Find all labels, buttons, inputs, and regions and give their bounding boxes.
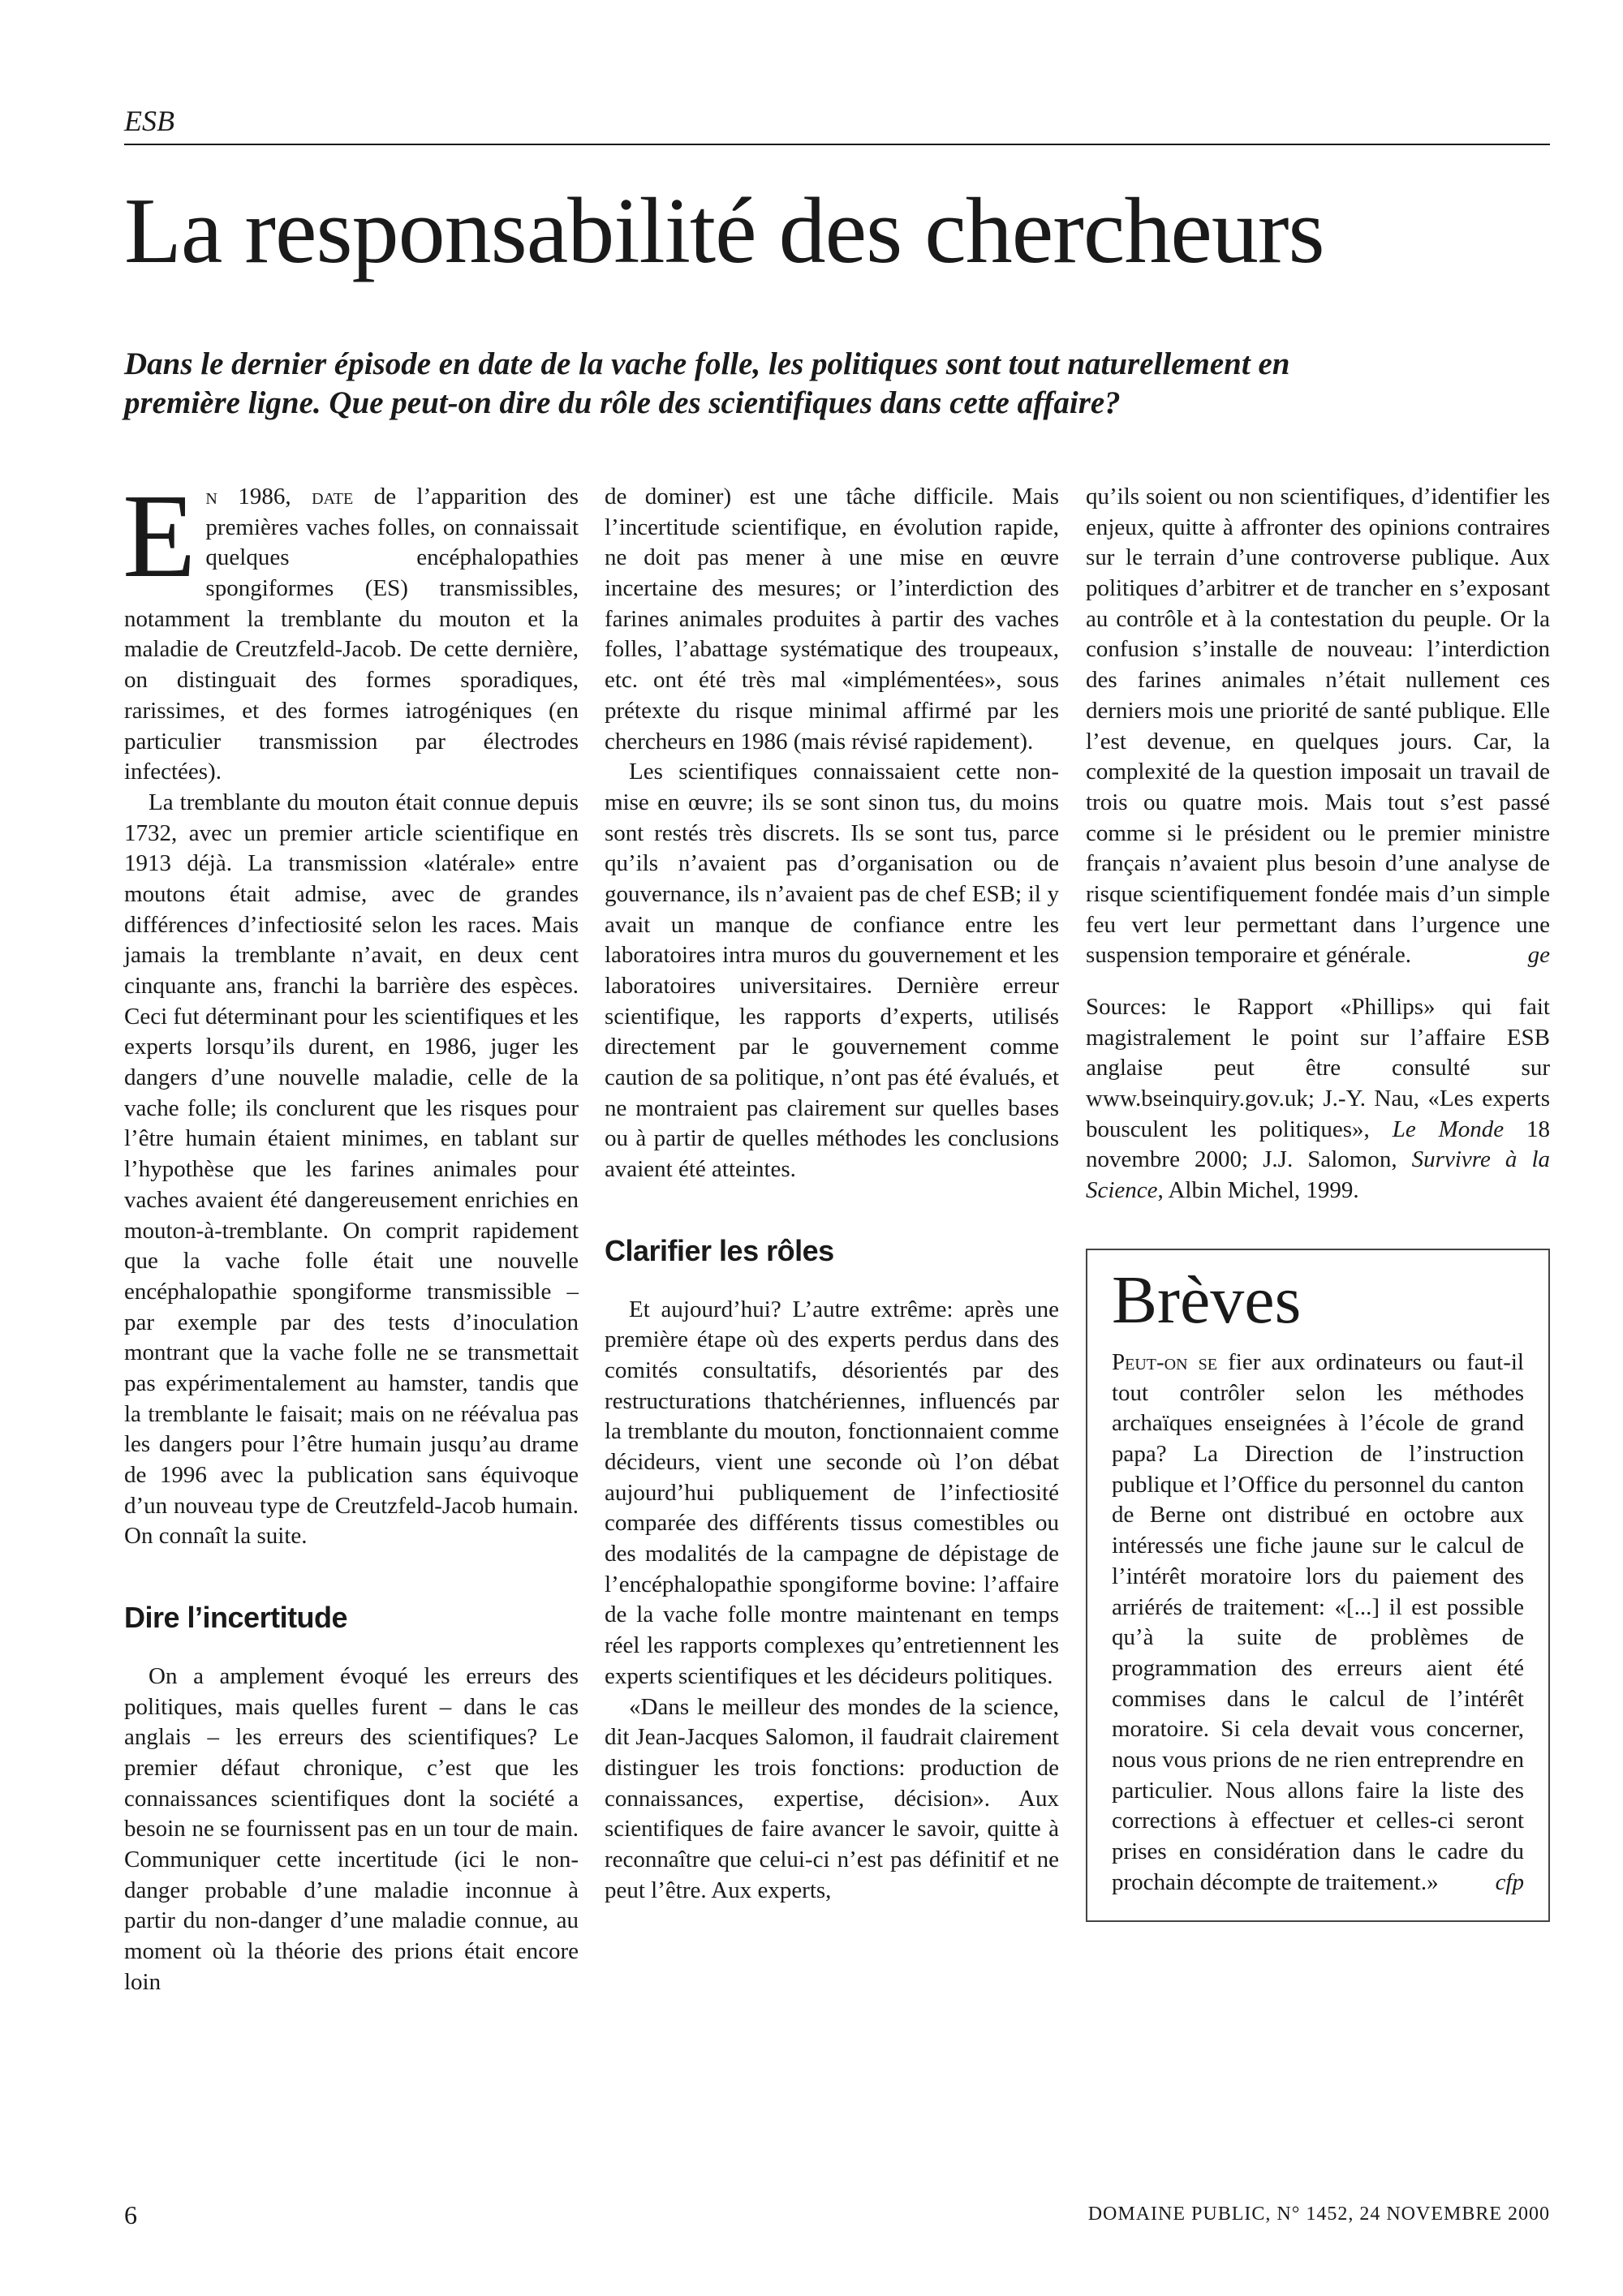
sources-survivre: Survivre à la Science bbox=[1086, 1146, 1551, 1204]
paragraph-continuation: de dominer) est une tâche difficile. Mais l’incertitude scientifique, en évolution rapide, ne doit pas mener à une mise en œuvre incertaine des mesures; or l’interdiction des farines animales produites à partir des vaches folles, l’abattage systématique des troupeaux, etc. ont été très mal «implémentées», sous prétexte du risque minimal affirmé par les chercheurs en 1986 (mais révisé rapidement). bbox=[605, 484, 1059, 755]
sources-text-2: 18 novembre 2000; J.J. Salomon, bbox=[1086, 1116, 1551, 1173]
column-3 bbox=[1086, 482, 1550, 1922]
sources-text-3: , Albin Michel, 1999. bbox=[1157, 1177, 1359, 1204]
subheading-clarifier-roles: Clarifier les rôles bbox=[605, 1233, 834, 1267]
breves-text bbox=[1112, 1348, 1524, 1898]
intro-text: de l’apparition des premières vaches folles, on connaissait quelques encéphalopathies spongiformes (ES) transmissibles, notamment la tremblante du mouton et la maladie de Creutzfeld-Jacob. De cette dernière, on distinguait des formes sporadiques, rarissimes, et des formes iatrogéniques (en particulier transmission par électrodes infectées). bbox=[124, 484, 579, 785]
breves-smallcaps: eut-on se bbox=[1125, 1349, 1218, 1375]
top-rule bbox=[124, 144, 1550, 145]
breves-signature: cfp bbox=[1495, 1868, 1524, 1895]
breves-smallcaps-opening bbox=[1112, 1349, 1217, 1375]
drop-cap: E bbox=[123, 470, 196, 603]
intro-smallcaps: n 1986, date bbox=[205, 484, 354, 510]
intro-paragraph bbox=[123, 470, 579, 788]
author-signature: ge bbox=[1527, 942, 1550, 969]
sources-le-monde: Le Monde bbox=[1392, 1116, 1505, 1142]
breves-title: Brèves bbox=[1112, 1262, 1302, 1338]
article-title: La responsabilité des chercheurs bbox=[124, 179, 1324, 283]
paragraph-experts bbox=[1086, 482, 1550, 971]
sources-text-1: Sources: le Rapport «Phillips» qui fait magistralement le point sur l’affaire ESB anglaise peut être consulté sur www.bseinquiry.gov.uk; J.-Y. Nau, «Les experts bousculent les politiques», bbox=[1086, 994, 1550, 1142]
paragraph-experts-text: qu’ils soient ou non scientifiques, d’identifier les enjeux, quitte à affronter des opinions contraires sur le terrain d’une controverse publique. Aux politiques d’arbitrer et de trancher en s’exposant au contrôle et à la contestation du peuple. Or la confusion s’installe de nouveau: l’interdiction des farines animales n’était nullement ces derniers mois une priorité de santé publique. Elle l’est devenue, en quelques jours. Car, la complexité de la question imposait un travail de trois ou quatre mois. Mais tout s’est passé comme si le président ou le premier ministre français n’avaient plus besoin d’une analyse de risque scientifiquement fondée mais d’un simple feu vert leur permettant dans l’urgence une suspension temporaire et générale. bbox=[1086, 484, 1550, 969]
column-2 bbox=[605, 482, 1059, 1906]
column-1 bbox=[123, 470, 579, 1997]
publication-info: DOMAINE PUBLIC, N° 1452, 24 NOVEMBRE 2000 bbox=[1087, 2204, 1550, 2225]
subheading-dire-incertitude: Dire l’incertitude bbox=[124, 1601, 348, 1635]
breves-initial: P bbox=[1112, 1349, 1126, 1375]
paragraph-tremblante: La tremblante du mouton était connue depuis 1732, avec un premier article scientifique en 1913 déjà. La transmission «latérale» entre moutons était admise, avec de grandes différences d’infectiosité selon les races. Mais jamais la tremblante n’avait, en deux cent cinquante ans, franchi la barrière des espèces. Ceci fut déterminant pour les scientifiques et les experts lorsqu’ils durent, en 1986, juger les dangers d’une nouvelle maladie, celle de la vache folle; ils conclurent que les risques pour l’être humain étaient minimes, en tablant sur l’hypothèse que les farines animales pour vaches avaient été dangereusement enrichies en mouton-à-tremblante. On comprit rapidement que la vache folle était une nouvelle encéphalopathie spongiforme transmissible – par exemple par des tests d’inoculation montrant que la vache folle ne se transmettait pas expérimentalement au hamster, tandis que la tremblante le faisait; mais on ne réévalua pas les dangers pour l’être humain jusqu’au drame de 1996 avec la publication sans équivoque d’un nouveau type de Creutzfeld-Jacob humain. On connaît la suite. bbox=[124, 789, 579, 1550]
sources bbox=[1086, 992, 1550, 1206]
paragraph-erreurs: On a amplement évoqué les erreurs des politiques, mais quelles furent – dans le cas anglais – les erreurs des scientifiques? Le premier défaut chronique, c’est que les connaissances scientifiques dont la société a besoin ne se fournissent pas en un tour de main. Communiquer cette incertitude (ici le non-danger probable d’une maladie inconnue à partir du non-danger d’une maladie connue, au moment où la théorie des prions était encore loin bbox=[124, 1662, 579, 1995]
breves-body: fier aux ordinateurs ou faut-il tout contrôler selon les méthodes archaïques enseignées à l’école de grand papa? La Direction de l’instruction publique et l’Office du personnel du canton de Berne ont distribué en octobre aux intéressés une fiche jaune sur le calcul de l’intérêt moratoire lors du paiement des arriérés de traitement: «[...] il est possible qu’à la suite de problèmes de programmation des erreurs aient été commises dans le calcul de l’intérêt moratoire. Si cela devait vous concerner, nous vous prions de ne rien entreprendre en particulier. Nous allons faire la liste des corrections à effectuer et celles-ci seront prises en considération dans le cadre du prochain décompte de traitement.» bbox=[1112, 1349, 1524, 1895]
page-number: 6 bbox=[124, 2200, 137, 2229]
breves-box bbox=[1086, 1249, 1550, 1923]
article-lede: Dans le dernier épisode en date de la vache folle, les politiques sont tout naturellement en première ligne. Que peut-on dire du rôle des scientifiques dans cette affaire? bbox=[124, 346, 1290, 420]
paragraph-salomon-quote: «Dans le meilleur des mondes de la science, dit Jean-Jacques Salomon, il faudrait clairement distinguer les trois fonctions: production de connaissances, expertise, décision». Aux scientifiques de faire avancer le savoir, quitte à reconnaître que celui-ci n’est pas définitif et ne peut l’être. Aux experts, bbox=[605, 1693, 1059, 1903]
section-label: ESB bbox=[124, 105, 174, 137]
paragraph-scientifiques: Les scientifiques connaissaient cette non-mise en œuvre; ils se sont sinon tus, du moins sont restés très discrets. Ils se sont tus, parce qu’ils n’avaient pas d’organisation ou de gouvernance, ils n’avaient pas de chef ESB; il y avait un manque de confiance entre les laboratoires intra muros du gouvernement et les laboratoires universitaires. Dernière erreur scientifique, les rapports d’experts, utilisés directement par le gouvernement comme caution de sa politique, n’ont pas été évalués, et ne montraient pas clairement sur quelles bases ou à partir de quelles méthodes les conclusions avaient été atteintes. bbox=[605, 759, 1059, 1183]
paragraph-aujourdhui: Et aujourd’hui? L’autre extrême: après une première étape où des experts perdus dans des comités consultatifs, désorientés par des restructurations thatchériennes, influencés par la tremblante du mouton, fonctionnaient comme décideurs, vient une seconde où l’on débat aujourd’hui publiquement de l’infectiosité comparée des différents tissus comestibles ou des modalités de la campagne de dépistage de l’encéphalopathie spongiforme bovine: l’affaire de la vache folle montre maintenant en temps réel les rapports complexes qu’entretiennent les experts scientifiques et les décideurs politiques. bbox=[605, 1296, 1059, 1689]
